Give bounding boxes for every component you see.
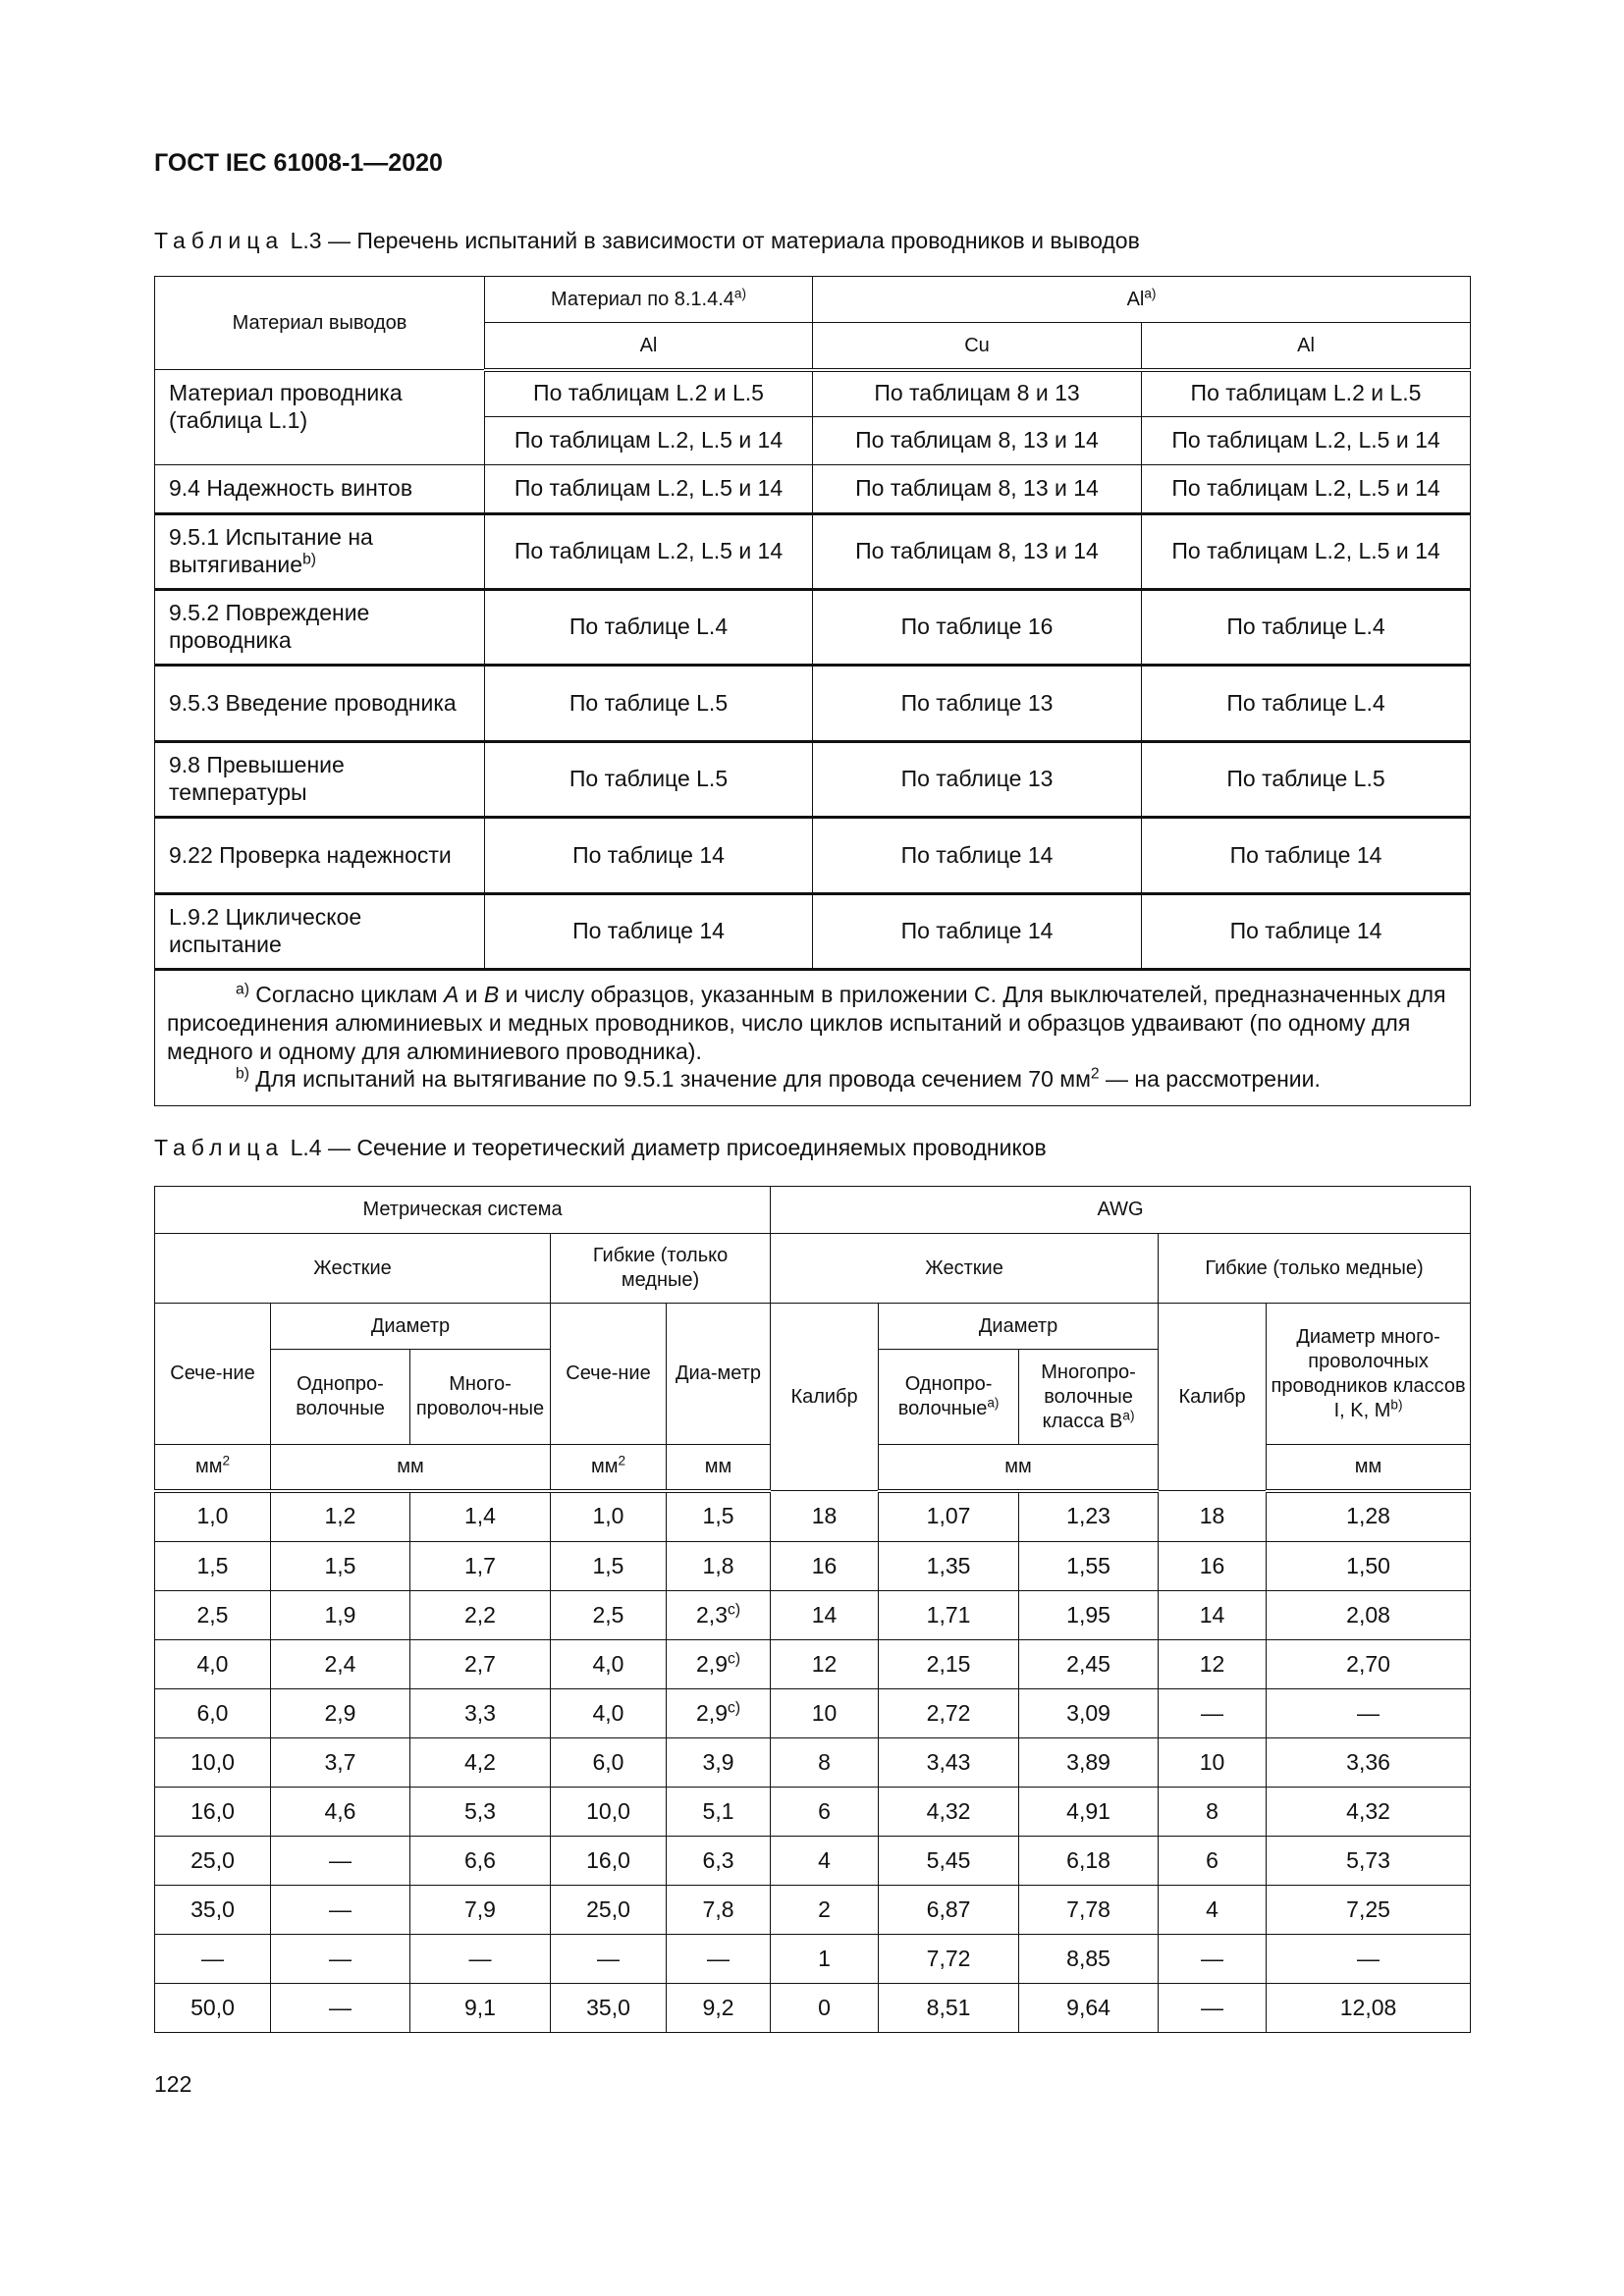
table-row [155,1788,1471,1837]
unit-mm-awg-flexible: мм [1267,1445,1471,1491]
table-l3-footnotes [155,970,1471,1106]
table-row [155,1491,1471,1542]
table-cell: 2 [771,1886,879,1935]
table-cell: 1,28 [1267,1491,1471,1542]
table-cell: 4,91 [1019,1788,1159,1837]
table-l3-caption [154,228,1140,254]
table-cell: 16 [771,1542,879,1591]
table-cell: 5,1 [667,1788,771,1837]
row-label-conductor-insertion: 9.5.3 Введение проводника [155,666,485,742]
table-cell: 1,2 [271,1491,410,1542]
table-cell: По таблицам L.2, L.5 и 14 [1142,465,1471,514]
table-cell: 16,0 [155,1788,271,1837]
table-cell: По таблицам L.2 и L.5 [485,370,813,417]
row-label-screws: 9.4 Надежность винтов [155,465,485,514]
header-gauge: Калибр [771,1304,879,1491]
table-cell: 3,9 [667,1738,771,1788]
table-l3 [154,276,1471,1106]
table-cell: 4,0 [155,1640,271,1689]
table-cell: 1,23 [1019,1491,1159,1542]
table-cell: 1,4 [410,1491,551,1542]
table-cell: — [410,1935,551,1984]
table-cell: По таблице 14 [485,894,813,970]
table-cell: 18 [1159,1491,1267,1542]
table-cell: По таблице 16 [813,590,1142,666]
unit-mm-flexible: мм [667,1445,771,1491]
table-cell: 4,6 [271,1788,410,1837]
footnote-a: $^{a)}$ Согласно циклам A и B и числу образцов, указанным в приложении С. Для выключателей, предназначенных для присоединения алюминиевых и медных проводников, число циклов испытаний и образцов удваивают (по одному для медного и одному для алюминиевого проводника). [167,981,1446,1064]
table-cell: 10 [1159,1738,1267,1788]
header-section: Сече-ние [155,1304,271,1445]
table-cell: 7,25 [1267,1886,1471,1935]
table-cell: — [667,1935,771,1984]
header-diameter: Диаметр [271,1304,551,1350]
unit-mm2-flexible: $мм^2$ [551,1445,667,1491]
table-cell: По таблицам L.2, L.5 и 14 [485,465,813,514]
table-cell: 1,5 [551,1542,667,1591]
table-cell: 2,9$^{c)}$ [667,1689,771,1738]
table-cell: — [155,1935,271,1984]
table-cell: 1,7 [410,1542,551,1591]
table-cell: 4,0 [551,1640,667,1689]
table-cell: 6,87 [879,1886,1019,1935]
table-cell: 4,32 [879,1788,1019,1837]
table-cell: 5,45 [879,1837,1019,1886]
table-cell: 16,0 [551,1837,667,1886]
table-cell: 35,0 [155,1886,271,1935]
table-cell: 6,18 [1019,1837,1159,1886]
table-cell: — [271,1886,410,1935]
table-row [155,1640,1471,1689]
table-cell: По таблице L.5 [485,742,813,818]
table-cell: 7,72 [879,1935,1019,1984]
table-cell: 1,5 [271,1542,410,1591]
table-cell: 2,15 [879,1640,1019,1689]
table-cell: 25,0 [551,1886,667,1935]
table-cell: — [551,1935,667,1984]
table-cell: 10,0 [155,1738,271,1788]
table-cell: По таблицам L.2, L.5 и 14 [1142,514,1471,590]
table-cell: По таблице 14 [813,818,1142,894]
header-material-per-clause: Материал по 8.1.4.4$^{a)}$ [485,277,813,323]
row-label-pull-test: 9.5.1 Испытание на вытягивание$^{b)}$ [155,514,485,590]
table-cell: 7,8 [667,1886,771,1935]
table-cell: 2,9 [271,1689,410,1738]
row-label-reliability-check: 9.22 Проверка надежности [155,818,485,894]
header-diameter-awg: Диаметр [879,1304,1159,1350]
table-cell: По таблице 14 [813,894,1142,970]
table-cell: 3,09 [1019,1689,1159,1738]
table-cell: 3,36 [1267,1738,1471,1788]
header-section-flexible: Сече-ние [551,1304,667,1445]
table-cell: 4,32 [1267,1788,1471,1837]
table-cell: 1,71 [879,1591,1019,1640]
table-cell: 9,2 [667,1984,771,2033]
table-cell: 1,95 [1019,1591,1159,1640]
table-cell: По таблицам 8, 13 и 14 [813,465,1142,514]
table-l4 [154,1186,1471,2033]
table-cell: 1 [771,1935,879,1984]
table-cell: 1,8 [667,1542,771,1591]
header-sub-cu: Cu [813,323,1142,370]
table-cell: По таблице 13 [813,742,1142,818]
table-cell: 12 [1159,1640,1267,1689]
table-cell: 12 [771,1640,879,1689]
table-row [155,1886,1471,1935]
table-cell: 8,85 [1019,1935,1159,1984]
header-diameter-flexible: Диа-метр [667,1304,771,1445]
table-cell: 2,45 [1019,1640,1159,1689]
table-cell: 4 [771,1837,879,1886]
header-rigid-awg: Жесткие [771,1234,1159,1304]
document-code: ГОСТ IEC 61008-1—2020 [154,149,443,177]
table-cell: 1,5 [155,1542,271,1591]
unit-mm2: $мм^2$ [155,1445,271,1491]
table-cell: 5,73 [1267,1837,1471,1886]
header-flexible-metric: Гибкие (только медные) [551,1234,771,1304]
table-cell: 14 [1159,1591,1267,1640]
table-cell: 5,3 [410,1788,551,1837]
table-cell: 1,0 [551,1491,667,1542]
row-label-temperature-rise: 9.8 Превышение температуры [155,742,485,818]
header-sub-al-2: Al [1142,323,1471,370]
table-row [155,1837,1471,1886]
table-cell: — [1267,1935,1471,1984]
table-cell: 3,3 [410,1689,551,1738]
table-cell: — [271,1984,410,2033]
table-cell: 9,1 [410,1984,551,2033]
table-cell: 6,0 [155,1689,271,1738]
table-cell: 4 [1159,1886,1267,1935]
table-row [155,1984,1471,2033]
header-awg: AWG [771,1187,1471,1234]
header-gauge-flexible: Калибр [1159,1304,1267,1491]
table-cell: По таблице 14 [1142,818,1471,894]
table-cell: 35,0 [551,1984,667,2033]
table-cell: 2,5 [551,1591,667,1640]
table-cell: По таблицам L.2 и L.5 [1142,370,1471,417]
table-row [155,1591,1471,1640]
table-cell: По таблицам 8 и 13 [813,370,1142,417]
table-cell: 4,2 [410,1738,551,1788]
table-cell: По таблице L.5 [485,666,813,742]
table-row [155,1542,1471,1591]
table-cell: — [1159,1984,1267,2033]
header-flexible-awg: Гибкие (только медные) [1159,1234,1471,1304]
header-metric-system: Метрическая система [155,1187,771,1234]
table-cell: 6 [1159,1837,1267,1886]
table-cell: 12,08 [1267,1984,1471,2033]
table-cell: 3,89 [1019,1738,1159,1788]
header-multi-wire: Много-проволоч-ные [410,1350,551,1445]
header-single-wire: Однопро-волочные [271,1350,410,1445]
row-label-conductor-material: Материал проводника (таблица L.1) [155,370,485,465]
header-single-wire-awg: Однопро-волочные$^{a)}$ [879,1350,1019,1445]
header-terminal-material: Материал выводов [155,277,485,370]
table-cell: 8,51 [879,1984,1019,2033]
table-cell: 1,5 [667,1491,771,1542]
table-cell: 6,0 [551,1738,667,1788]
header-al-group: Al$^{a)}$ [813,277,1471,323]
header-sub-al: Al [485,323,813,370]
unit-mm-awg: мм [879,1445,1159,1491]
row-label-conductor-damage: 9.5.2 Повреждение проводника [155,590,485,666]
table-cell: 6 [771,1788,879,1837]
table-cell: 10 [771,1689,879,1738]
table-cell: 2,3$^{c)}$ [667,1591,771,1640]
table-cell: По таблицам 8, 13 и 14 [813,417,1142,465]
table-cell: 8 [771,1738,879,1788]
table-cell: 8 [1159,1788,1267,1837]
header-rigid-metric: Жесткие [155,1234,551,1304]
table-cell: 4,0 [551,1689,667,1738]
table-row [155,1689,1471,1738]
table-cell: 18 [771,1491,879,1542]
table-cell: По таблицам 8, 13 и 14 [813,514,1142,590]
table-cell: 14 [771,1591,879,1640]
table-cell: По таблицам L.2, L.5 и 14 [1142,417,1471,465]
table-cell: 2,9$^{c)}$ [667,1640,771,1689]
table-cell: — [1267,1689,1471,1738]
table-cell: 1,07 [879,1491,1019,1542]
table-cell: 2,70 [1267,1640,1471,1689]
table-cell: 1,55 [1019,1542,1159,1591]
table-cell: 2,4 [271,1640,410,1689]
table-cell: 1,50 [1267,1542,1471,1591]
table-l4-caption [154,1135,1047,1161]
table-cell: — [271,1837,410,1886]
caption-word: Таблица [154,1135,285,1160]
table-row [155,1935,1471,1984]
table-cell: 3,7 [271,1738,410,1788]
table-cell: 2,08 [1267,1591,1471,1640]
row-label-cyclic-test: L.9.2 Циклическое испытание [155,894,485,970]
header-multi-wire-awg: Многопро-волочные класса $B^{a)}$ [1019,1350,1159,1445]
footnote-b: $^{b)}$ Для испытаний на вытягивание по 9.5.1 значение для провода сечением 70 $мм^2$ — на рассмотрении. [236,1065,1321,1093]
table-cell: 10,0 [551,1788,667,1837]
table-cell: По таблице L.4 [1142,590,1471,666]
table-cell: 6,3 [667,1837,771,1886]
table-cell: — [271,1935,410,1984]
table-cell: По таблице L.4 [485,590,813,666]
table-l4-body [155,1491,1471,2033]
table-cell: 25,0 [155,1837,271,1886]
table-cell: По таблицам L.2, L.5 и 14 [485,514,813,590]
table-cell: — [1159,1689,1267,1738]
table-cell: 2,5 [155,1591,271,1640]
caption-text: L.3 — Перечень испытаний в зависимости от материала проводников и выводов [284,228,1140,253]
table-cell: 50,0 [155,1984,271,2033]
table-cell: По таблице L.4 [1142,666,1471,742]
table-cell: 0 [771,1984,879,2033]
header-diameter-multiwire-flexible: Диаметр много-проволочных проводников классов I, K, $M^{b)}$ [1267,1304,1471,1445]
table-cell: 7,9 [410,1886,551,1935]
table-cell: 2,72 [879,1689,1019,1738]
caption-text: L.4 — Сечение и теоретический диаметр присоединяемых проводников [284,1135,1047,1160]
table-cell: По таблице 14 [485,818,813,894]
table-cell: 1,9 [271,1591,410,1640]
table-cell: По таблице 14 [1142,894,1471,970]
unit-mm: мм [271,1445,551,1491]
table-cell: 9,64 [1019,1984,1159,2033]
table-row [155,1738,1471,1788]
table-cell: По таблицам L.2, L.5 и 14 [485,417,813,465]
table-cell: 6,6 [410,1837,551,1886]
table-cell: 16 [1159,1542,1267,1591]
table-cell: 3,43 [879,1738,1019,1788]
table-cell: 1,0 [155,1491,271,1542]
caption-word: Таблица [154,228,285,253]
table-cell: — [1159,1935,1267,1984]
table-cell: 7,78 [1019,1886,1159,1935]
table-cell: По таблице L.5 [1142,742,1471,818]
page-number: 122 [154,2071,192,2097]
table-cell: 1,35 [879,1542,1019,1591]
table-cell: 2,2 [410,1591,551,1640]
table-cell: По таблице 13 [813,666,1142,742]
table-cell: 2,7 [410,1640,551,1689]
